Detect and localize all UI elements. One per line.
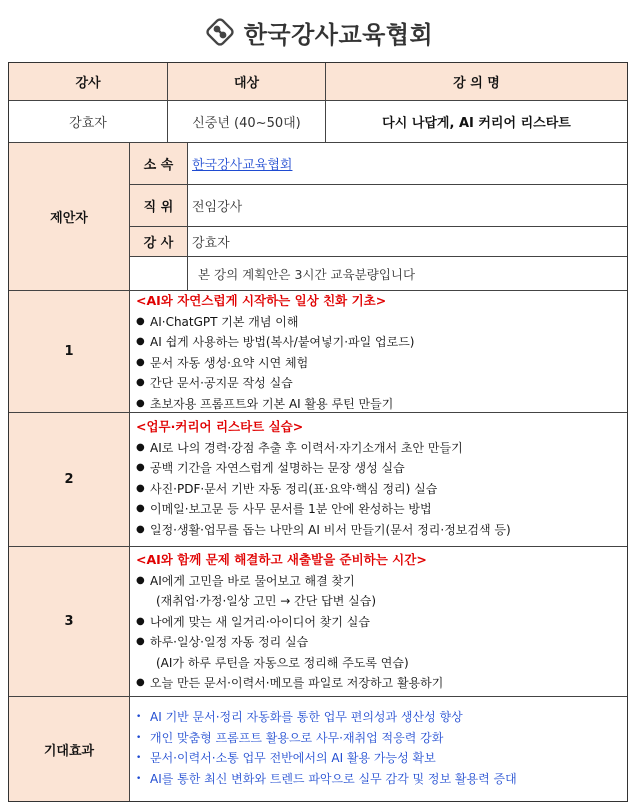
list-item-text: AI·ChatGPT 기본 개념 이해 bbox=[150, 314, 299, 329]
header-instructor: 강사 bbox=[9, 63, 167, 100]
list-item bbox=[136, 458, 621, 479]
bullet-icon: ● bbox=[136, 336, 145, 347]
bullet-icon: ● bbox=[136, 377, 145, 388]
bullet-icon: • bbox=[136, 712, 142, 722]
session-1-heading: <AI와 자연스럽게 시작하는 일상 친화 기초> bbox=[136, 293, 387, 308]
list-item bbox=[136, 394, 621, 415]
bullet-icon: ● bbox=[136, 462, 145, 473]
bullet-icon: ● bbox=[136, 315, 145, 327]
outcome-text: AI 기반 문서·정리 자동화를 통한 업무 편의성과 생산성 향상 bbox=[150, 710, 463, 724]
outcome-text: 개인 맞춤형 프롬프트 활용으로 사무·재취업 적응력 강화 bbox=[150, 730, 444, 745]
list-item bbox=[136, 632, 621, 653]
bullet-icon: ● bbox=[136, 441, 145, 453]
list-item-text: 공백 기간을 자연스럽게 설명하는 문장 생성 실습 bbox=[150, 461, 405, 475]
list-item bbox=[136, 520, 621, 541]
session-2-number: 2 bbox=[9, 412, 129, 546]
list-item bbox=[136, 571, 621, 592]
bullet-icon: ● bbox=[136, 615, 145, 627]
bullet-icon: • bbox=[136, 753, 142, 763]
empty-note-label bbox=[129, 256, 187, 290]
position-label: 직 위 bbox=[129, 184, 187, 226]
list-item-text: AI 쉽게 사용하는 방법(복사/붙여넣기·파일 업로드) bbox=[150, 335, 415, 349]
session-2-heading: <업무·커리어 리스타트 실습> bbox=[136, 419, 304, 434]
summary-title: 다시 나답게, AI 커리어 리스타트 bbox=[325, 100, 627, 142]
session-1-number: 1 bbox=[9, 290, 129, 412]
list-item-text: 이메일·보고문 등 사무 문서를 1분 안에 완성하는 방법 bbox=[150, 502, 432, 516]
outcome-item bbox=[136, 707, 621, 728]
list-item-text: 초보자용 프롬프트와 기본 AI 활용 루틴 만들기 bbox=[150, 396, 394, 411]
bullet-icon: ● bbox=[136, 397, 145, 409]
header-title: 강 의 명 bbox=[325, 63, 627, 100]
list-item-note: (AI가 하루 루틴을 자동으로 정리해 주도록 연습) bbox=[156, 655, 409, 670]
session-3-number: 3 bbox=[9, 546, 129, 696]
position-value: 전임강사 bbox=[187, 184, 627, 226]
list-item-text: 나에게 맞는 새 일거리·아이디어 찾기 실습 bbox=[150, 614, 370, 629]
bullet-icon: ● bbox=[136, 677, 145, 688]
list-item-text: AI에게 고민을 바로 물어보고 해결 찾기 bbox=[150, 573, 355, 588]
affiliation-link[interactable]: 한국강사교육협회 bbox=[192, 158, 293, 173]
outcomes-label: 기대효과 bbox=[9, 696, 129, 801]
proposer-label: 제안자 bbox=[9, 142, 129, 290]
list-item bbox=[136, 438, 621, 459]
list-item bbox=[136, 332, 621, 353]
plan-duration-note: 본 강의 계획안은 3시간 교육분량입니다 bbox=[187, 256, 627, 290]
list-item-text: 간단 문서·공지문 작성 실습 bbox=[150, 376, 293, 390]
instructor-value: 강효자 bbox=[187, 226, 627, 256]
bullet-icon: ● bbox=[136, 503, 145, 514]
affiliation-label: 소 속 bbox=[129, 142, 187, 184]
list-item bbox=[136, 612, 621, 633]
summary-instructor: 강효자 bbox=[9, 100, 167, 142]
list-item bbox=[136, 499, 621, 520]
list-item bbox=[136, 373, 621, 394]
outcome-item bbox=[136, 769, 621, 790]
bullet-icon: • bbox=[136, 732, 142, 743]
list-item bbox=[136, 312, 621, 333]
list-item-text: 오늘 만든 문서·이력서·메모를 파일로 저장하고 활용하기 bbox=[150, 676, 444, 690]
bullet-icon: ● bbox=[136, 482, 145, 494]
instructor-label: 강 사 bbox=[129, 226, 187, 256]
list-item-note: (재취업·가정·일상 고민 → 간단 답변 실습) bbox=[156, 594, 377, 608]
outcome-item bbox=[136, 748, 621, 769]
bullet-icon: • bbox=[136, 773, 142, 784]
bullet-icon: ● bbox=[136, 636, 145, 647]
list-item-text: 일정·생활·업무를 돕는 나만의 AI 비서 만들기(문서 정리·정보검색 등) bbox=[150, 522, 511, 537]
session-3-heading: <AI와 함께 문제 해결하고 새출발을 준비하는 시간> bbox=[136, 552, 427, 567]
bullet-icon: ● bbox=[136, 574, 145, 586]
list-item bbox=[136, 479, 621, 500]
session-3-content bbox=[129, 546, 627, 696]
list-item bbox=[136, 353, 621, 374]
outcome-item bbox=[136, 728, 621, 749]
summary-target: 신중년 (40~50대) bbox=[167, 100, 325, 142]
outcome-text: 문서·이력서·소통 업무 전반에서의 AI 활용 가능성 확보 bbox=[150, 751, 436, 765]
list-item bbox=[136, 673, 621, 694]
affiliation-value-cell bbox=[187, 142, 627, 184]
bullet-icon: ● bbox=[136, 523, 145, 535]
list-item-text: 사진·PDF·문서 기반 자동 정리(표·요약·핵심 정리) 실습 bbox=[150, 481, 438, 496]
session-2-content bbox=[129, 412, 627, 546]
session-1-content bbox=[129, 290, 627, 412]
org-logo bbox=[0, 10, 637, 54]
list-item-text: AI로 나의 경력·강점 추출 후 이력서·자기소개서 초안 만들기 bbox=[150, 440, 463, 455]
org-logo-icon bbox=[204, 16, 236, 48]
bullet-icon: ● bbox=[136, 356, 145, 368]
list-item-text: 하루·일상·일정 자동 정리 실습 bbox=[150, 635, 309, 649]
org-name: 한국강사교육협회 bbox=[243, 20, 434, 49]
outcome-text: AI를 통한 최신 변화와 트렌드 파악으로 실무 감각 및 정보 활용력 증대 bbox=[150, 771, 517, 786]
list-item-text: 문서 자동 생성·요약 시연 체험 bbox=[150, 355, 309, 370]
header-target: 대상 bbox=[167, 63, 325, 100]
outcomes-content bbox=[129, 696, 627, 801]
